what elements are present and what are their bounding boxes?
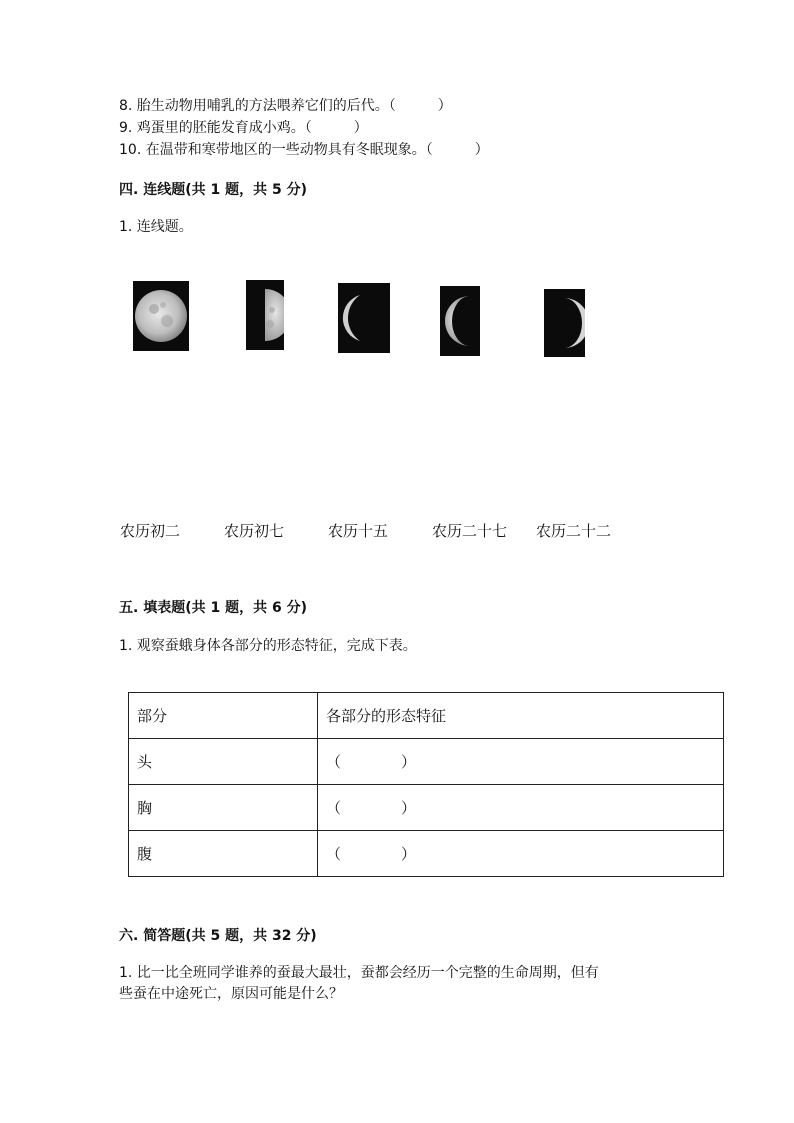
table-row <box>129 831 724 877</box>
gibbous-crescent-icon <box>440 286 480 356</box>
lunar-date-label: 农历初七 <box>224 522 285 540</box>
table-cell-answer-blank[interactable]: （ ） <box>318 831 724 877</box>
lunar-date-label: 农历初二 <box>120 522 181 540</box>
matching-question: 1. 连线题。 <box>119 219 193 235</box>
table-header-row <box>129 693 724 739</box>
table-cell-part: 头 <box>129 739 318 785</box>
lunar-date-label: 农历二十二 <box>536 522 612 540</box>
crescent-moon-icon <box>338 283 390 353</box>
table-cell-part: 腹 <box>129 831 318 877</box>
short-answer-question-line: 1. 比一比全班同学谁养的蚕最大最壮，蚕都会经历一个完整的生命周期，但有 <box>119 965 599 981</box>
table-row <box>129 785 724 831</box>
moon-image-full <box>133 281 189 351</box>
table-fill-question: 1. 观察蚕蛾身体各部分的形态特征，完成下表。 <box>119 638 417 654</box>
true-false-item-10: 10. 在温带和寒带地区的一些动物具有冬眠现象。（ ） <box>119 142 489 158</box>
moon-image-first-quarter <box>246 280 284 350</box>
table-cell-part: 胸 <box>129 785 318 831</box>
true-false-item-8: 8. 胎生动物用哺乳的方法喂养它们的后代。（ ） <box>119 98 452 114</box>
short-answer-question-line: 些蚕在中途死亡，原因可能是什么？ <box>119 986 343 1002</box>
section-heading-matching: 四. 连线题(共 1 题，共 5 分) <box>119 182 307 198</box>
moon-image-thin-crescent <box>338 283 390 353</box>
table-header-cell: 部分 <box>129 693 318 739</box>
moon-image-waning-crescent <box>544 289 585 357</box>
lunar-date-label: 农历二十七 <box>432 522 508 540</box>
table-cell-answer-blank[interactable]: （ ） <box>318 739 724 785</box>
moon-image-waning-quarter <box>440 286 480 356</box>
quarter-moon-icon <box>246 280 284 350</box>
table-cell-answer-blank[interactable]: （ ） <box>318 785 724 831</box>
full-moon-icon <box>133 281 189 351</box>
lunar-date-label: 农历十五 <box>328 522 389 540</box>
section-heading-table-fill: 五. 填表题(共 1 题，共 6 分) <box>119 600 307 616</box>
section-heading-short-answer: 六. 简答题(共 5 题，共 32 分) <box>119 928 317 944</box>
silkmoth-traits-table <box>128 692 724 877</box>
true-false-item-9: 9. 鸡蛋里的胚能发育成小鸡。（ ） <box>119 120 368 136</box>
table-row <box>129 739 724 785</box>
crescent-moon-icon <box>544 289 585 357</box>
table-header-cell: 各部分的形态特征 <box>318 693 724 739</box>
